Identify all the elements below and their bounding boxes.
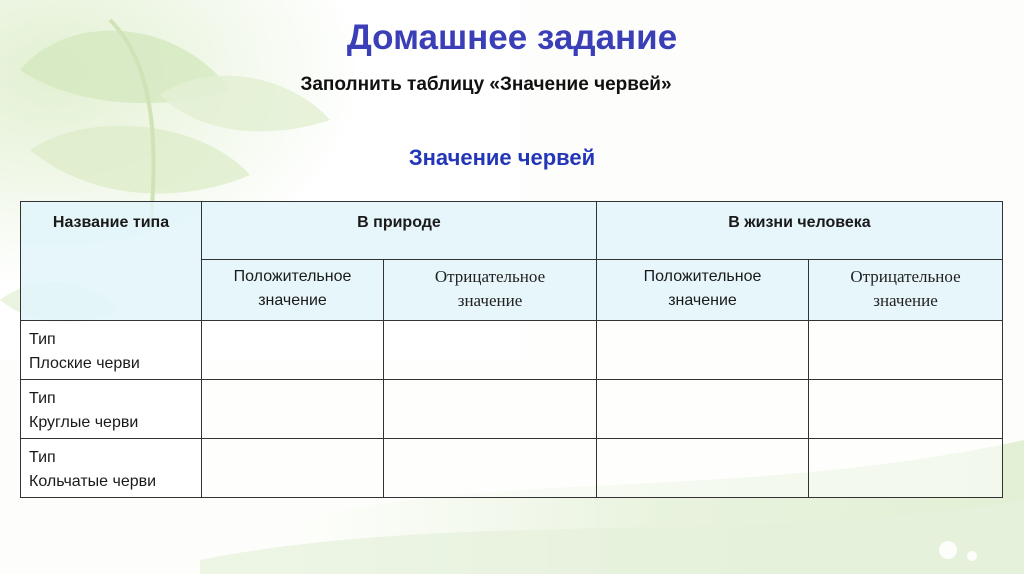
header-human-positive-line2: значение (668, 292, 737, 309)
row-label-line1: Тип (29, 449, 56, 466)
cell-annelids-human-negative[interactable] (809, 439, 1003, 498)
cell-roundworms-nature-negative[interactable] (384, 380, 597, 439)
cell-annelids-nature-negative[interactable] (384, 439, 597, 498)
cell-roundworms-human-negative[interactable] (809, 380, 1003, 439)
cell-roundworms-nature-positive[interactable] (202, 380, 384, 439)
table-row (21, 439, 1003, 498)
header-type-name: Название типа (21, 202, 202, 321)
header-in-human-life: В жизни человека (597, 202, 1003, 260)
row-label-line2: Плоские черви (29, 355, 140, 372)
table-title: Значение червей (408, 145, 596, 170)
cell-annelids-human-positive[interactable] (597, 439, 809, 498)
header-human-negative (809, 260, 1003, 321)
header-human-positive (597, 260, 809, 321)
header-nature-negative-line1: Отрицательное (434, 267, 546, 286)
header-human-negative-line2: значение (873, 291, 938, 310)
cell-roundworms-human-positive[interactable] (597, 380, 809, 439)
cell-flatworms-human-positive[interactable] (597, 321, 809, 380)
header-nature-positive (202, 260, 384, 321)
table-row (21, 321, 1003, 380)
header-nature-negative-line2: значение (457, 291, 523, 310)
table-row (21, 380, 1003, 439)
row-label-annelids (21, 439, 202, 498)
cell-flatworms-nature-positive[interactable] (202, 321, 384, 380)
cell-flatworms-human-negative[interactable] (809, 321, 1003, 380)
header-in-nature: В природе (202, 202, 597, 260)
slide-subtitle: Заполнить таблицу «Значение червей» (300, 74, 672, 95)
row-label-line2: Кольчатые черви (29, 473, 157, 490)
row-label-flatworms (21, 321, 202, 380)
header-human-positive-line1: Положительное (643, 268, 762, 285)
row-label-line1: Тип (29, 390, 56, 407)
header-nature-positive-line1: Положительное (233, 268, 352, 285)
row-label-line1: Тип (29, 331, 56, 348)
row-label-line2: Круглые черви (29, 414, 139, 431)
cell-flatworms-nature-negative[interactable] (384, 321, 597, 380)
header-human-negative-line1: Отрицательное (850, 267, 961, 286)
slide-title: Домашнее задание (346, 18, 678, 57)
row-label-roundworms (21, 380, 202, 439)
worms-table (20, 201, 1003, 498)
header-nature-positive-line2: значение (258, 292, 327, 309)
header-nature-negative (384, 260, 597, 321)
cell-annelids-nature-positive[interactable] (202, 439, 384, 498)
